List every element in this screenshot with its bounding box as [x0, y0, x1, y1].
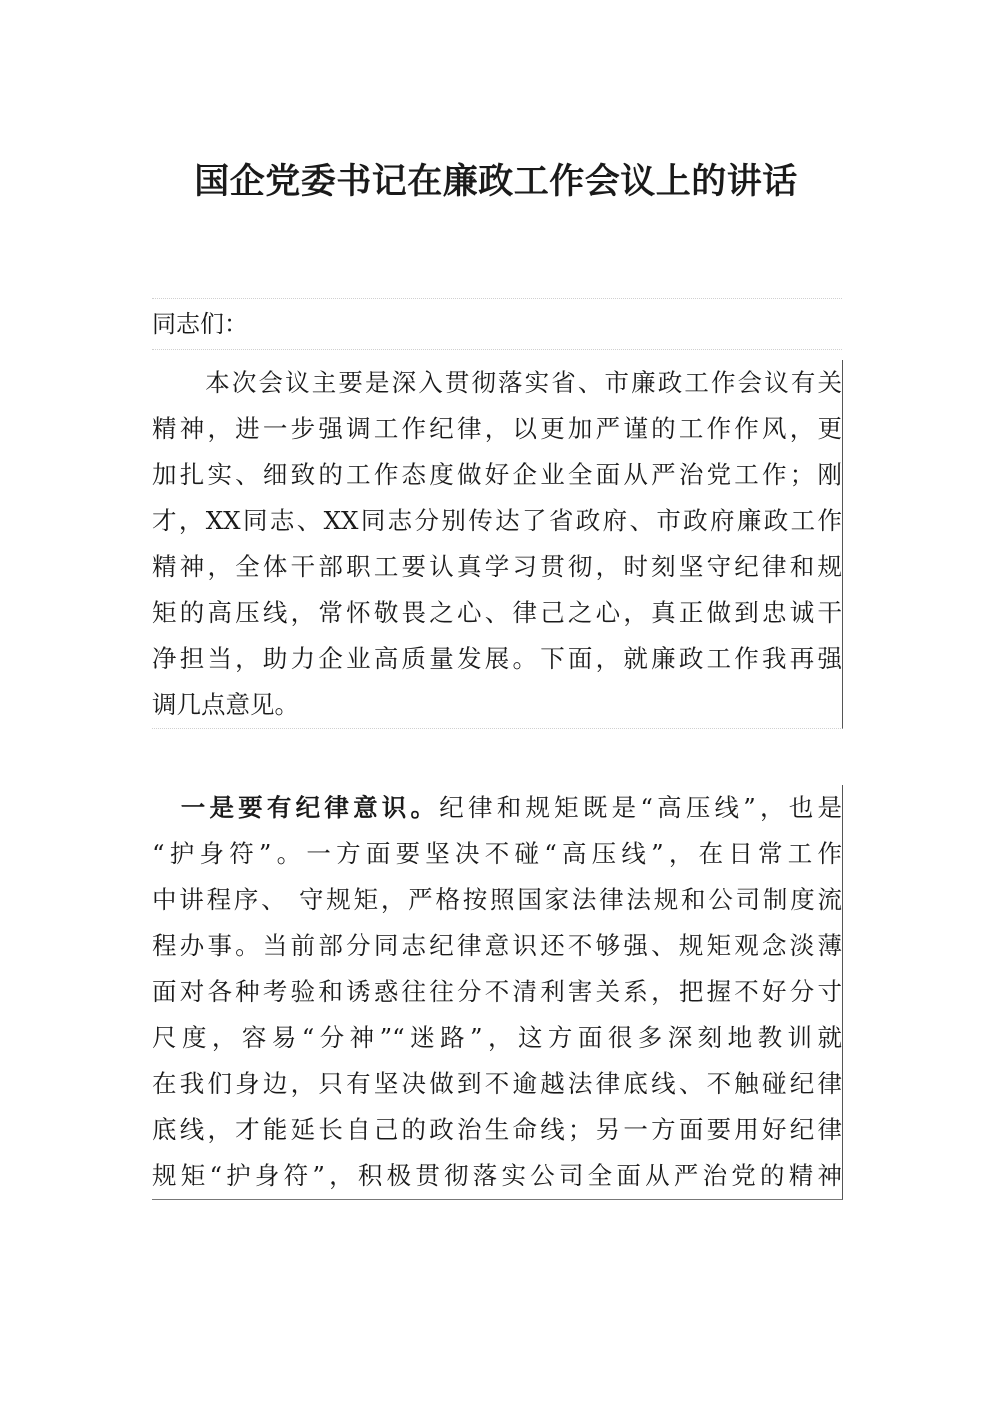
- paragraph-line: 本次会议主要是深入贯彻落实省、市廉政工作会议有关: [152, 368, 842, 397]
- paragraph-line: 精神，全体干部职工要认真学习贯彻，时刻坚守纪律和规: [152, 552, 842, 581]
- document-title: 国企党委书记在廉政工作会议上的讲话: [194, 161, 798, 202]
- paragraph-line: 在我们身边，只有坚决做到不逾越法律底线、不触碰纪律: [152, 1069, 842, 1098]
- paragraph-line: 面对各种考验和诱惑往往分不清利害关系，把握不好分寸: [152, 977, 842, 1006]
- section-lead-heading: 一是要有纪律意识。: [152, 793, 440, 822]
- paragraph-line: 中讲程序、 守规矩，严格按照国家法律法规和公司制度流: [152, 885, 842, 914]
- paragraph-line: 底线，才能延长自己的政治生命线；另一方面要用好纪律: [152, 1115, 842, 1144]
- paragraph-line-rest: 纪律和规矩既是“高压线”，也是: [439, 793, 842, 822]
- paragraph-line: 精神，进一步强调工作纪律，以更加严谨的工作作风，更: [152, 414, 842, 443]
- salutation: 同志们：: [152, 298, 842, 350]
- paragraph-line: 尺度，容易“分神”“迷路”，这方面很多深刻地教训就: [152, 1023, 842, 1052]
- paragraph-line: 调几点意见。: [152, 690, 299, 719]
- paragraph-line: 矩的高压线，常怀敬畏之心、律己之心，真正做到忠诚干: [152, 598, 842, 627]
- paragraph-line: 净担当，助力企业高质量发展。下面，就廉政工作我再强: [152, 644, 842, 673]
- paragraph-first-line: [152, 785, 842, 831]
- paragraph-line: 规矩“护身符”，积极贯彻落实公司全面从严治党的精神: [152, 1161, 842, 1190]
- paragraph-intro: [152, 360, 843, 729]
- paragraph-discipline: [152, 785, 843, 1200]
- paragraph-line: 加扎实、细致的工作态度做好企业全面从严治党工作；刚: [152, 460, 842, 489]
- paragraph-line: 程办事。当前部分同志纪律意识还不够强、规矩观念淡薄: [152, 931, 842, 960]
- paragraph-line: 才，XX同志、XX同志分别传达了省政府、市政府廉政工作: [152, 506, 842, 535]
- paragraph-line: “护身符”。一方面要坚决不碰“高压线”，在日常工作: [152, 839, 842, 868]
